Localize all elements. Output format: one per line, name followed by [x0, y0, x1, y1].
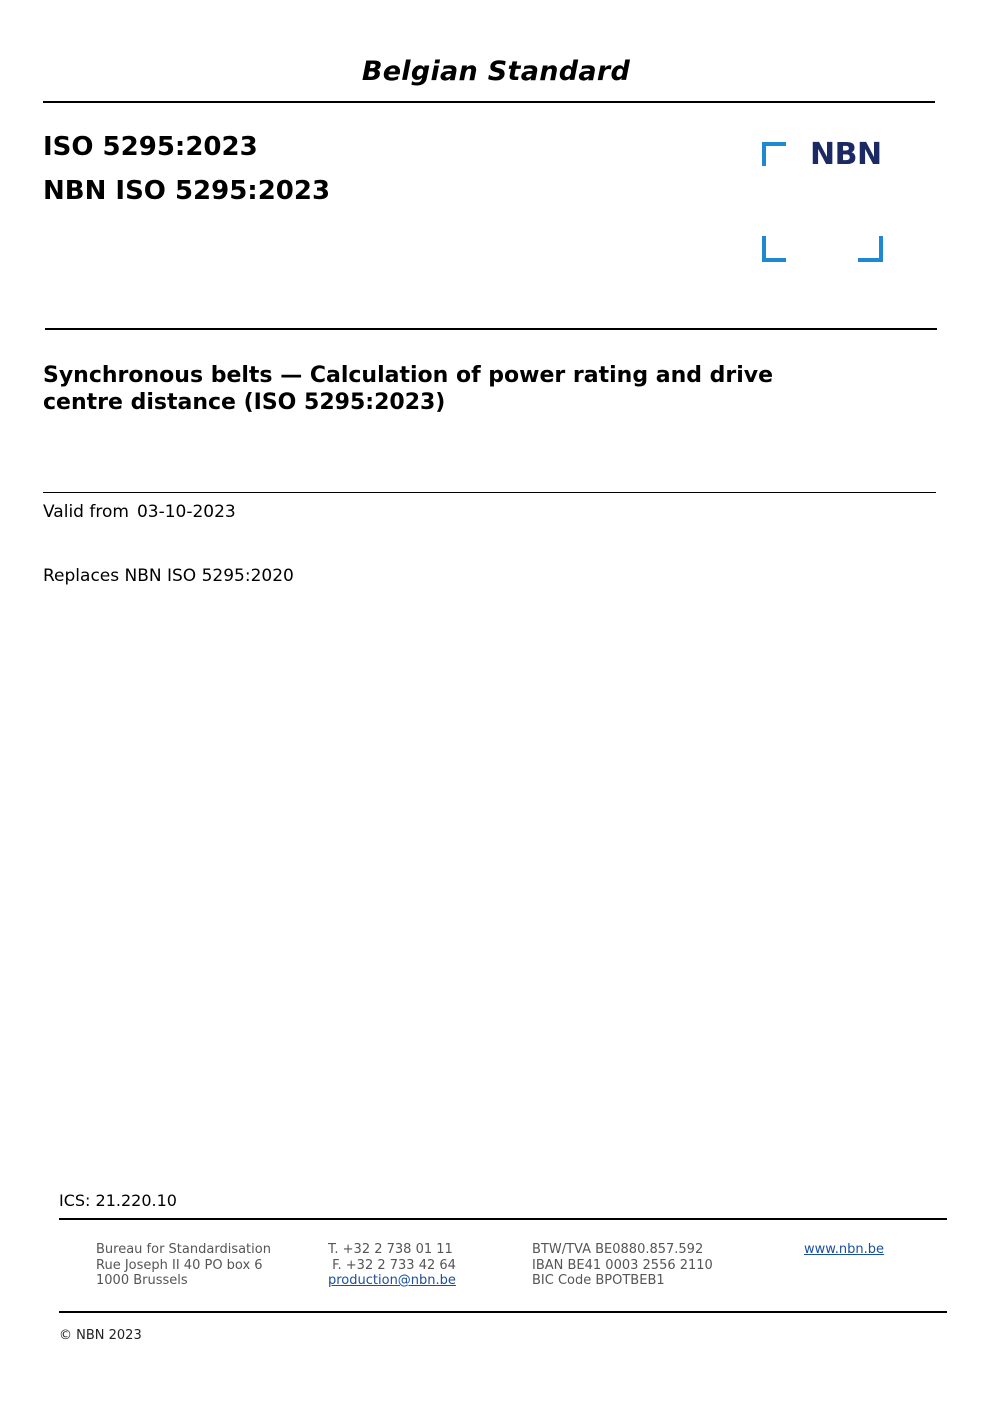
iso-standard-number: ISO 5295:2023: [43, 132, 258, 162]
footer-address-line: 1000 Brussels: [96, 1273, 188, 1288]
valid-from-date: 03-10-2023: [136, 502, 236, 522]
footer-top-divider: [59, 1218, 947, 1220]
footer-address-line: Rue Joseph II 40 PO box 6: [96, 1257, 263, 1273]
document-title-line1: Synchronous belts — Calculation of power rating and drive: [43, 363, 774, 388]
replaces-note: Replaces NBN ISO 5295:2020: [43, 566, 294, 586]
page-header-title: Belgian Standard: [361, 56, 631, 87]
validity-divider: [43, 492, 936, 493]
footer-phone: T. +32 2 738 01 11: [328, 1242, 453, 1257]
footer-contact: [328, 1242, 456, 1289]
footer-website-link[interactable]: www.nbn.be: [804, 1242, 884, 1257]
footer-bic: BIC Code BPOTBEB1: [532, 1273, 665, 1288]
footer-address: [96, 1242, 271, 1289]
nbn-logo: [760, 137, 886, 264]
document-title: [43, 362, 903, 416]
document-title-line2: centre distance (ISO 5295:2023): [43, 390, 446, 415]
footer-address-line: Bureau for Standardisation: [96, 1242, 271, 1257]
footer-bottom-divider: [59, 1311, 947, 1313]
footer-vat: BTW/TVA BE0880.857.592: [532, 1242, 704, 1257]
title-top-divider: [45, 328, 937, 330]
ics-code: ICS: 21.220.10: [59, 1191, 177, 1210]
header-divider: [43, 101, 935, 103]
nbn-standard-number: NBN ISO 5295:2023: [43, 176, 331, 206]
footer-email-link[interactable]: production@nbn.be: [328, 1273, 456, 1288]
copyright-notice: © NBN 2023: [59, 1328, 142, 1343]
valid-from-label: Valid from: [43, 502, 129, 522]
footer-web: [804, 1242, 884, 1258]
footer-iban: IBAN BE41 0003 2556 2110: [532, 1257, 713, 1273]
footer-fax: F. +32 2 733 42 64: [328, 1257, 456, 1273]
valid-from: [43, 502, 236, 522]
footer-banking: [532, 1242, 713, 1289]
logo-text: NBN: [810, 137, 882, 172]
